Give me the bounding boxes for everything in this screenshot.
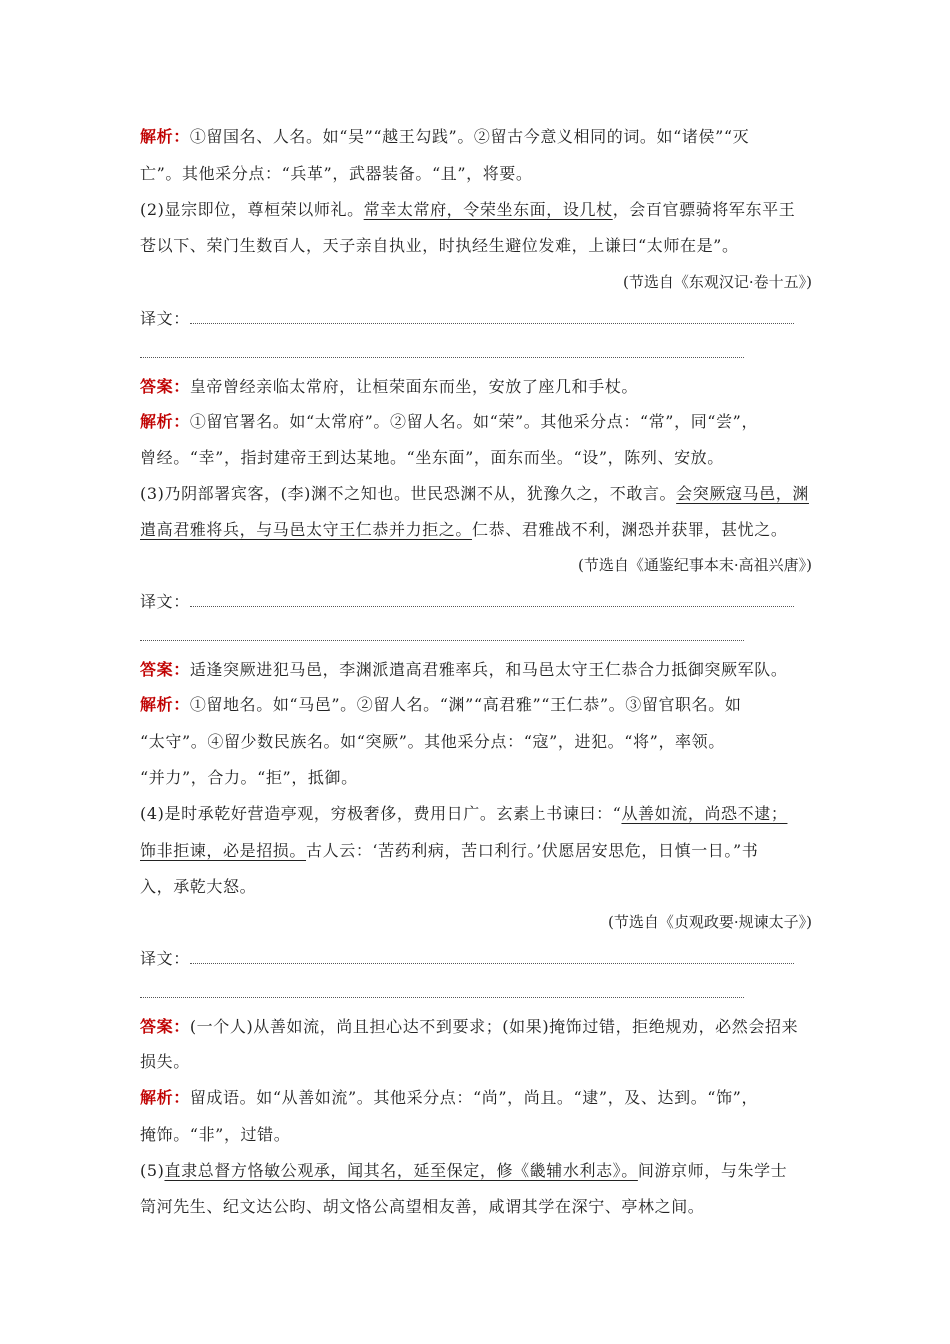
answer-text: 损失。 [140, 1052, 190, 1071]
question-2-line-1 [140, 199, 820, 223]
analysis-text: 亡”。其他采分点：“兵革”，武器装备。“且”，将要。 [140, 164, 533, 183]
underlined-sentence: 常幸太常府，令荣坐东面，设几杖 [363, 200, 613, 219]
analysis-line [140, 126, 820, 150]
answer-text: 皇帝曾经亲临太常府，让桓荣面东而坐，安放了座几和手杖。 [189, 377, 639, 396]
analysis-text: ①留官署名。如“太常府”。②留人名。如“荣”。其他采分点：“常”，同“尝”， [189, 412, 759, 431]
answer-label: 答案： [140, 1017, 190, 1036]
source-citation: (节选自《通鉴纪事本末·高祖兴唐》) [578, 556, 812, 574]
underlined-sentence: 遣高君雅将兵，与马邑太守王仁恭并力拒之。 [140, 520, 473, 539]
analysis-label: 解析： [140, 695, 190, 714]
translation-blank-line[interactable] [190, 606, 794, 607]
answer-line [140, 659, 820, 683]
question-text: (3)乃阴部署宾客，(李)渊不之知也。世民恐渊不从，犹豫久之，不敢言。 [140, 484, 677, 503]
translation-label: 译文： [140, 949, 190, 968]
question-text: ，会百官骠骑将军东平王 [612, 200, 796, 219]
answer-label: 答案： [140, 377, 190, 396]
underlined-sentence: 会突厥寇马邑，渊 [676, 484, 809, 503]
analysis-text: “太守”。④留少数民族名。如“突厥”。其他采分点：“寇”，进犯。“将”，率领。 [140, 732, 725, 751]
source-citation: (节选自《东观汉记·卷十五》) [623, 273, 812, 291]
question-5-line-1 [140, 1160, 820, 1184]
question-2-line-2: 苍以下、荣门生数百人，天子亲自执业，时执经生避位发难，上谦曰“太师在是”。 [140, 236, 739, 255]
question-3-line-1 [140, 483, 820, 507]
underlined-sentence: 直隶总督方恪敏公观承，闻其名，延至保定，修《畿辅水利志》。 [164, 1161, 638, 1180]
source-citation: (节选自《贞观政要·规谏太子》) [608, 913, 812, 931]
answer-text: 适逢突厥进犯马邑，李渊派遣高君雅率兵，和马邑太守王仁恭合力抵御突厥军队。 [189, 660, 788, 679]
analysis-label: 解析： [140, 412, 190, 431]
analysis-text: “并力”，合力。“拒”，抵御。 [140, 768, 358, 787]
analysis-label: 解析： [140, 127, 190, 146]
analysis-text: 掩饰。“非”，过错。 [140, 1125, 291, 1144]
translation-label: 译文： [140, 309, 190, 328]
translation-blank-line[interactable] [140, 997, 744, 998]
underlined-sentence: 饰非拒谏，必是招损。 [140, 841, 307, 860]
answer-line [140, 376, 820, 400]
analysis-text: ①留国名、人名。如“吴”“越王勾践”。②留古今意义相同的词。如“诸侯”“灭 [189, 127, 750, 146]
analysis-line [140, 1087, 820, 1111]
question-text: 仁恭、君雅战不利，渊恐并获罪，甚忧之。 [472, 520, 788, 539]
analysis-text: 曾经。“幸”，指封建帝王到达某地。“坐东面”，面东而坐。“设”，陈列、安放。 [140, 448, 724, 467]
analysis-text: 留成语。如“从善如流”。其他采分点：“尚”，尚且。“逮”，及、达到。“饰”， [189, 1088, 759, 1107]
analysis-text: ①留地名。如“马邑”。②留人名。“渊”“高君雅”“王仁恭”。③留官职名。如 [189, 695, 742, 714]
underlined-sentence: 从善如流，尚恐不逮； [621, 804, 788, 823]
question-4-line-1 [140, 803, 820, 827]
analysis-label: 解析： [140, 1088, 190, 1107]
answer-label: 答案： [140, 660, 190, 679]
question-text: 间游京师，与朱学士 [637, 1161, 788, 1180]
question-5-line-2: 笥河先生、纪文达公昀、胡文恪公高望相友善，咸谓其学在深宁、亭林之间。 [140, 1197, 705, 1216]
translation-blank-line[interactable] [190, 323, 794, 324]
analysis-line [140, 411, 820, 435]
question-text: (5) [140, 1161, 165, 1180]
answer-text: (一个人)从善如流，尚且担心达不到要求；(如果)掩饰过错，拒绝规劝，必然会招来 [189, 1017, 799, 1036]
translation-blank-line[interactable] [140, 357, 744, 358]
analysis-line [140, 694, 820, 718]
question-text: (4)是时承乾好营造亭观，穷极奢侈，费用日广。玄素上书谏曰：“ [140, 804, 622, 823]
question-3-line-2 [140, 519, 820, 543]
translation-blank-line[interactable] [190, 963, 794, 964]
answer-line [140, 1016, 820, 1040]
question-4-line-3: 入，承乾大怒。 [140, 877, 257, 896]
translation-label: 译文： [140, 592, 190, 611]
question-text: 古人云：‘苦药利病，苦口利行。’伏愿居安思危，日慎一日。”书 [306, 841, 759, 860]
question-text: (2)显宗即位，尊桓荣以师礼。 [140, 200, 364, 219]
translation-blank-line[interactable] [140, 640, 744, 641]
question-4-line-2 [140, 840, 820, 864]
